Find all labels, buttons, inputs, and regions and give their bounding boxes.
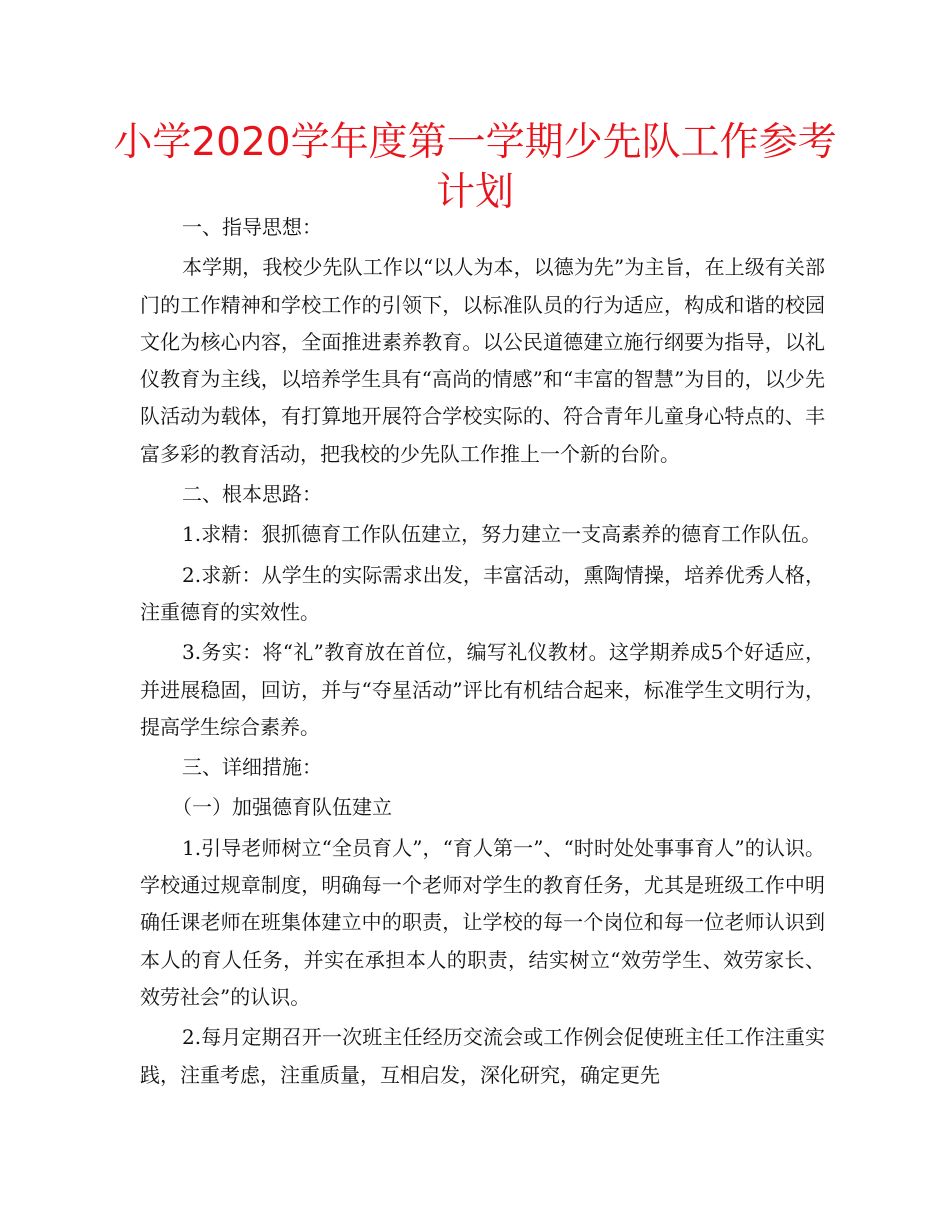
paragraph-guiding-thought: 本学期，我校少先队工作以“以人为本，以德为先”为主旨，在上级有关部门的工作精神和学校工作的引领下，以标准队员的行为适应，构成和谐的校园文化为核心内容，全面推进素养教育。以公民道德建立施行纲要为指导，以礼仪教育为主线，以培养学生具有“高尚的情感”和“丰富的智慧”为目的，以少先队活动为载体，有打算地开展符合学校实际的、符合青年儿童身心特点的、丰富多彩的教育活动，把我校的少先队工作推上一个新的台阶。 [140, 255, 825, 466]
section-heading-basic-approach: 二、根本思路： [182, 482, 322, 507]
paragraph-measure-1: 1.引导老师树立“全员育人”，“育人第一”、“时时处处事事育人”的认识。学校通过规章制度，明确每一个老师对学生的教育任务，尤其是班级工作中明确任课老师在班集体建立中的职责，让学校的每一个岗位和每一位老师认识到本人的育人任务，并实在承担本人的职责，结实树立“效劳学生、效劳家长、效劳社会”的认识。 [140, 835, 825, 1009]
section-heading-measures: 三、详细措施： [182, 755, 322, 780]
subsection-heading-team-building: （一）加强德育队伍建立 [172, 795, 392, 820]
section-heading-guiding-thought: 一、指导思想： [182, 215, 322, 239]
paragraph-measure-2: 2.每月定期召开一次班主任经历交流会或工作例会促使班主任工作注重实践，注重考虑，注重质量，互相启发，深化研究，确定更先 [140, 1025, 825, 1087]
document-body [140, 209, 825, 1094]
paragraph-approach-2: 2.求新：从学生的实际需求出发，丰富活动，熏陶情操，培养优秀人格，注重德育的实效性。 [140, 562, 825, 624]
document-title: 小学2020学年度第一学期少先队工作参考计划 [113, 120, 837, 215]
paragraph-approach-1: 1.求精：狠抓德育工作队伍建立，努力建立一支高素养的德育工作队伍。 [182, 522, 822, 547]
paragraph-approach-3: 3.务实：将“礼”教育放在首位，编写礼仪教材。这学期养成5个好适应，并进展稳固，回访，并与“夺星活动”评比有机结合起来，标准学生文明行为，提高学生综合素养。 [140, 640, 825, 739]
